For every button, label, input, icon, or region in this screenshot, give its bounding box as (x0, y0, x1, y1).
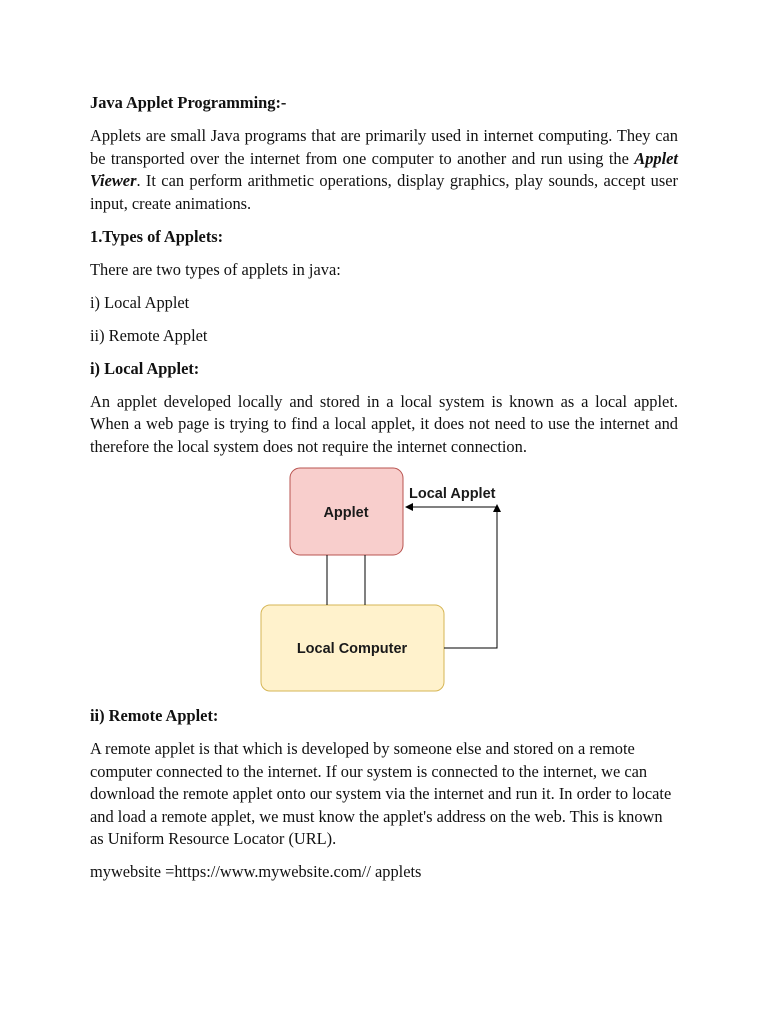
local-applet-heading: i) Local Applet: (90, 358, 200, 378)
url-example: mywebsite =https://www.mywebsite.com// applets (90, 862, 422, 881)
upload-arrow (444, 506, 497, 648)
document-page-lower (90, 705, 678, 894)
local-applet-paragraph: An applet developed locally and stored in a local system is known as a local applet. When a web page is trying to find a local applet, it does not need to use the internet and therefore the local system does not require the internet connection. (90, 391, 678, 456)
list-item-remote-applet: ii) Remote Applet (90, 325, 208, 345)
applet-box-label: Applet (323, 505, 369, 521)
intro-paragraph (90, 125, 678, 215)
remote-applet-paragraph: A remote applet is that which is developed by someone else and stored on a remote computer connected to the internet. If our system is connected to the internet, we can download the remote applet onto our system via the internet and run it. In order to locate and load a remote applet, we must know the applet's address on the web. This is known as Uniform Resource Locator (URL). (90, 739, 672, 848)
types-heading: 1.Types of Applets: (90, 226, 224, 246)
document-title: Java Applet Programming:- (90, 93, 287, 112)
applet-viewer-emphasis: Applet Viewer (90, 148, 678, 190)
document-page (90, 92, 678, 469)
intro-text-before: Applets are small Java programs that are primarily used in internet computing. They can be transported over the internet from one computer to another and run using the (90, 126, 678, 168)
diagram-canvas (255, 462, 515, 698)
local-applet-arrow-label: Local Applet (409, 486, 496, 502)
intro-text-after: . It can perform arithmetic operations, display graphics, play sounds, accept user input, create animations. (90, 171, 678, 213)
remote-applet-heading: ii) Remote Applet: (90, 706, 219, 725)
types-intro: There are two types of applets in java: (90, 259, 341, 279)
list-item-local-applet: i) Local Applet (90, 292, 190, 312)
local-computer-label: Local Computer (296, 641, 408, 657)
local-applet-diagram (255, 462, 515, 698)
